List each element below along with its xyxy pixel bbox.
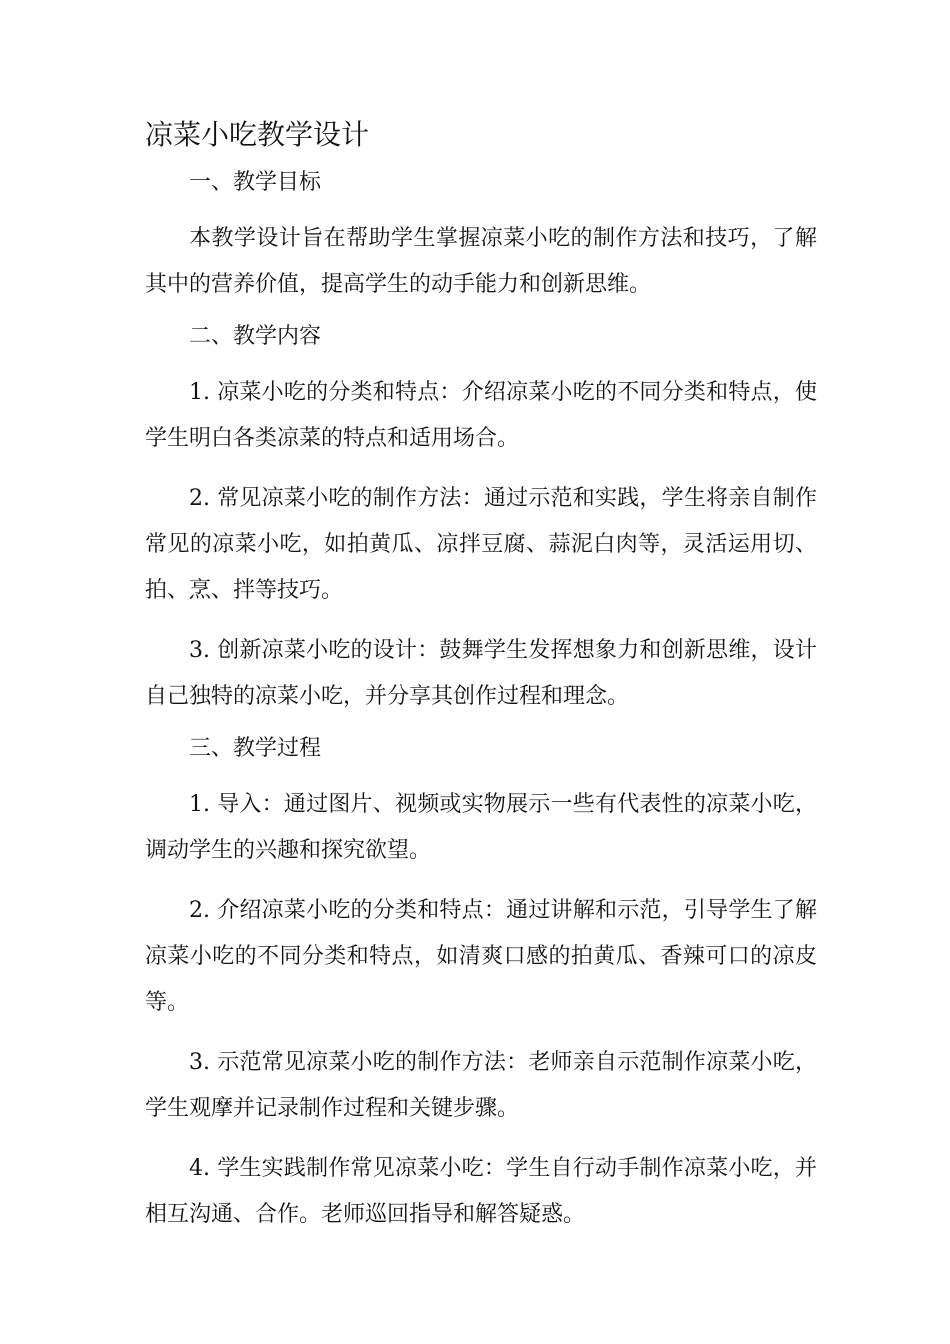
document-title: 凉菜小吃教学设计: [145, 118, 370, 151]
paragraph: 3. 创新凉菜小吃的设计：鼓舞学生发挥想象力和创新思维，设计自己独特的凉菜小吃，并分享其创作过程和理念。: [145, 638, 817, 709]
paragraph: 本教学设计旨在帮助学生掌握凉菜小吃的制作方法和技巧，了解其中的营养价值，提高学生的动手能力和创新思维。: [145, 226, 817, 297]
paragraph: 2. 介绍凉菜小吃的分类和特点：通过讲解和示范，引导学生了解凉菜小吃的不同分类和特点，如清爽口感的拍黄瓜、香辣可口的凉皮等。: [145, 898, 817, 1015]
section-teaching-goals: [145, 168, 817, 308]
section-heading: 一、教学目标: [189, 170, 322, 195]
paragraph: 3. 示范常见凉菜小吃的制作方法：老师亲自示范制作凉菜小吃，学生观摩并记录制作过程和关键步骤。: [145, 1050, 817, 1121]
section-teaching-content: [145, 322, 817, 720]
document-body: [145, 112, 817, 1252]
paragraph: 2. 常见凉菜小吃的制作方法：通过示范和实践，学生将亲自制作常见的凉菜小吃，如拍黄瓜、凉拌豆腐、蒜泥白肉等，灵活运用切、拍、烹、拌等技巧。: [145, 486, 817, 603]
section-heading: 二、教学内容: [189, 324, 322, 349]
paragraph: 1. 凉菜小吃的分类和特点：介绍凉菜小吃的不同分类和特点，使学生明白各类凉菜的特点和适用场合。: [145, 380, 817, 451]
paragraph: 1. 导入：通过图片、视频或实物展示一些有代表性的凉菜小吃，调动学生的兴趣和探究欲望。: [145, 792, 817, 863]
paragraph: 4. 学生实践制作常见凉菜小吃：学生自行动手制作凉菜小吃，并相互沟通、合作。老师巡回指导和解答疑惑。: [145, 1156, 817, 1227]
section-heading: 三、教学过程: [189, 736, 322, 761]
section-teaching-process: [145, 734, 817, 1238]
